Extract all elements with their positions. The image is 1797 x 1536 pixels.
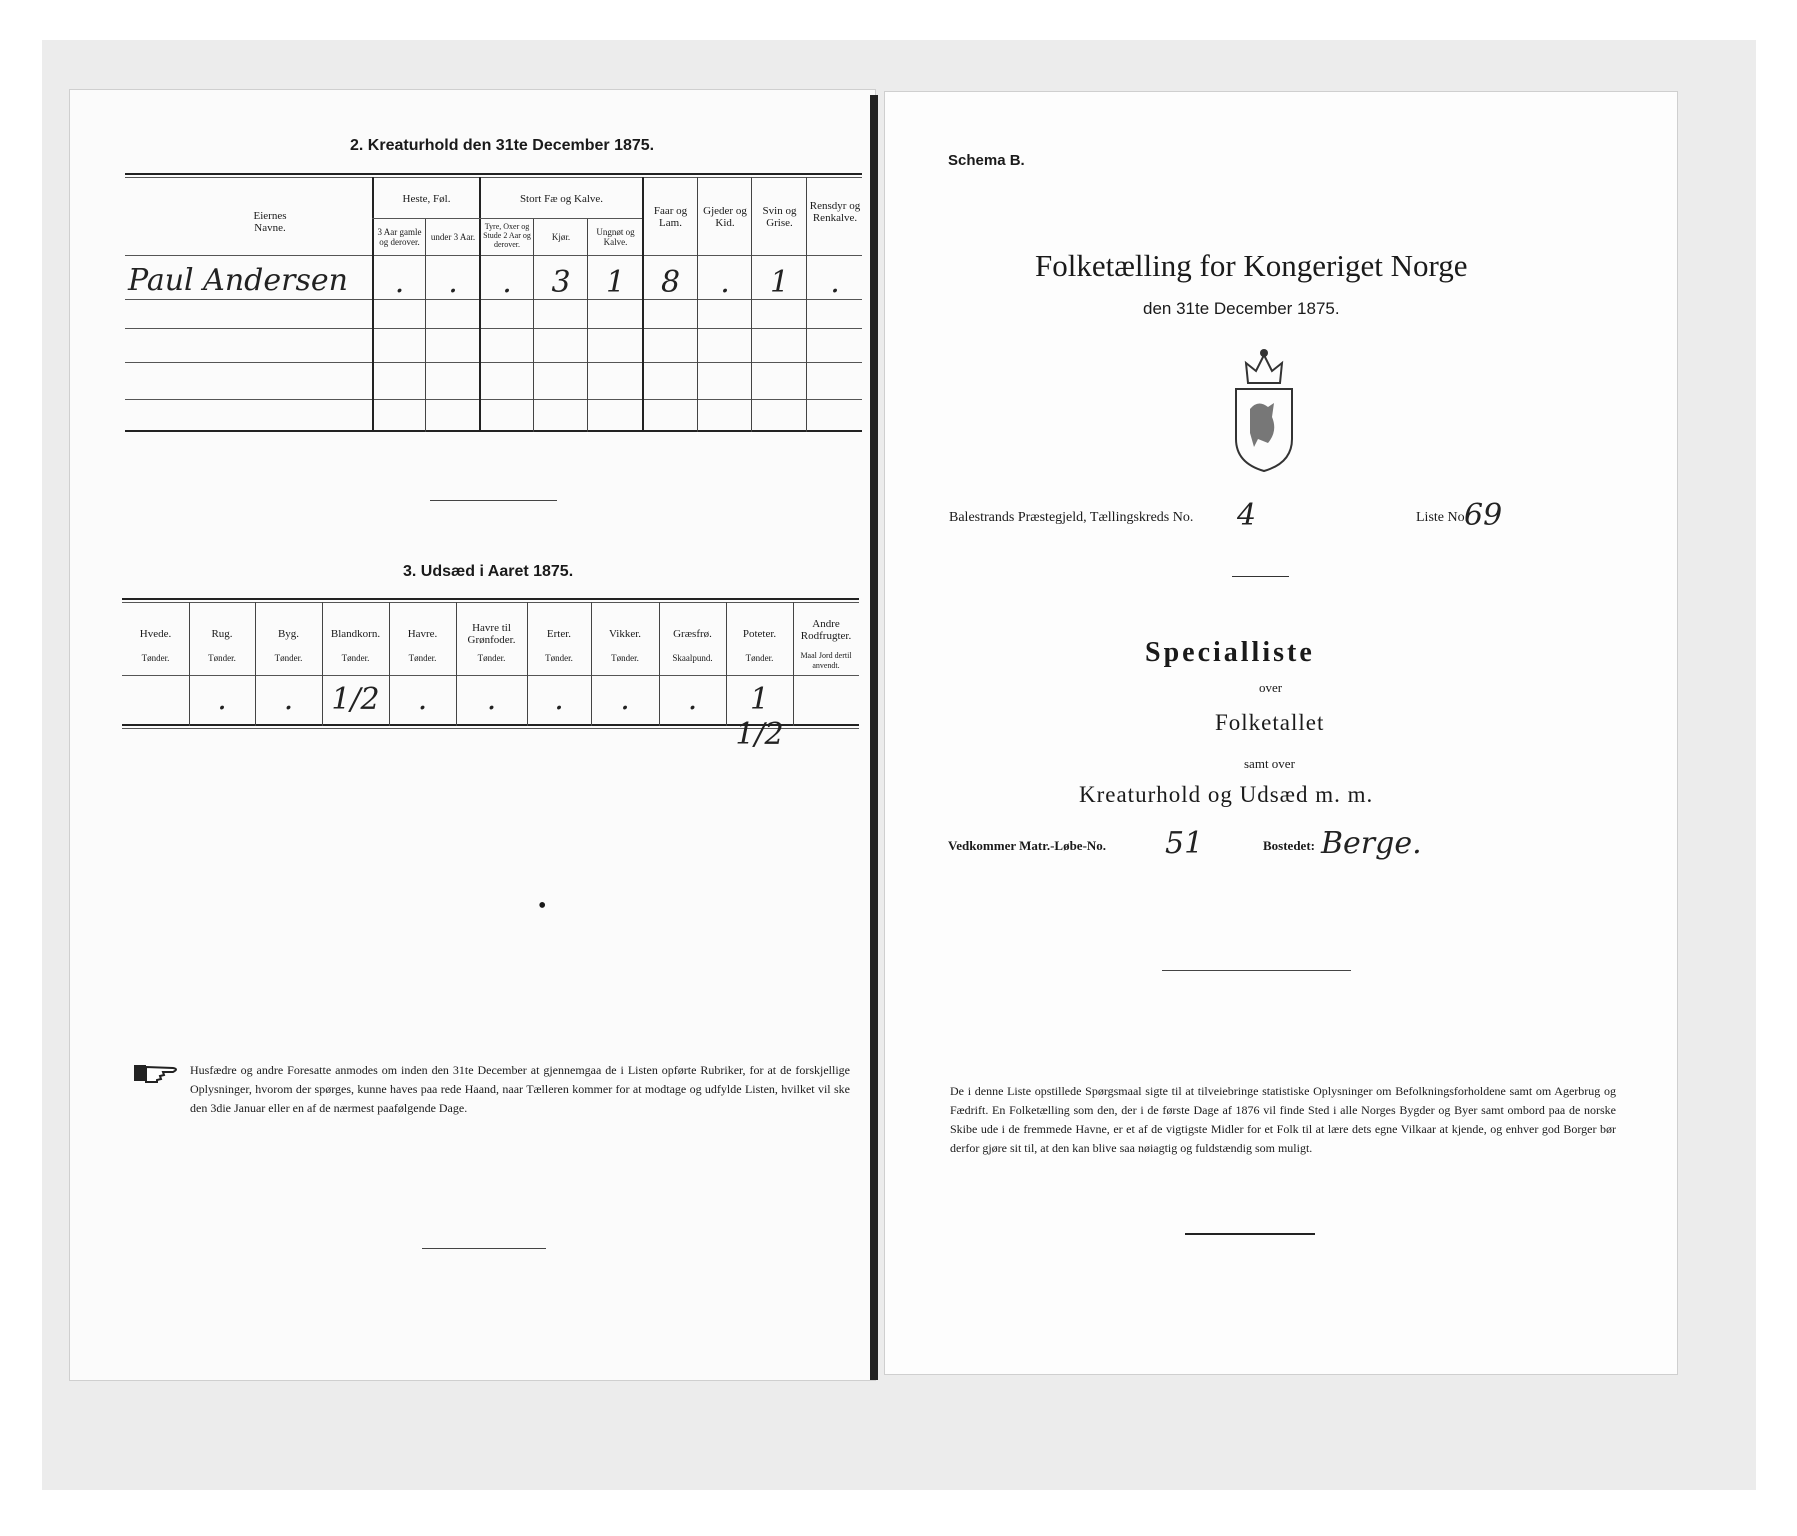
table-top-rule — [125, 173, 862, 175]
owner-name: Paul Andersen — [128, 263, 348, 298]
notice-text: Husfædre og andre Foresatte anmodes om inden den 31te December at gjennemgaa de i Listen opførte Rubriker, for at de forskjellige Oplysninger, hvorom der spørges, kunne haves paa rede Haand, naar Tælleren kommer for at modtage og udfylde Listen, hvilket vil ske den 3die Januar eller en af de nærmest paafølgende Dage. — [190, 1063, 850, 1115]
section-2-title: 2. Kreaturhold den 31te December 1875. — [350, 137, 655, 154]
specialliste-heading: Specialliste — [1145, 637, 1315, 668]
section-3-title: 3. Udsæd i Aaret 1875. — [403, 563, 574, 580]
intro-paragraph: De i denne Liste opstillede Spørgsmaal sigte til at tilveiebringe statistiske Oplysninger om Befolkningsforholdene samt om Agerbrug og Fædrift. En Folketælling som den, der i de første Dage af 1876 vil finde Sted i alle Norges Bygder og Byer samt ombord paa de norske Skibe ude i de fremmede Havne, er et af de vigtigste Midler for et Folk til at lære dets egne Vilkaar at kjende, og enhver god Borger bør derfor gjøre sit til, at den kan blive saa nøiagtig og fuldstændig som muligt. — [950, 1084, 1616, 1155]
pointing-hand-icon — [133, 1062, 183, 1086]
divider — [430, 500, 557, 501]
coat-of-arms-icon — [1228, 347, 1300, 473]
owner-header: Eiernes Navne. — [253, 210, 287, 234]
main-title: Folketælling for Kongeriget Norge — [1035, 248, 1468, 283]
schema-label: Schema B. — [948, 152, 1025, 169]
census-date: den 31te December 1875. — [1143, 299, 1340, 318]
book-spine — [870, 95, 878, 1380]
